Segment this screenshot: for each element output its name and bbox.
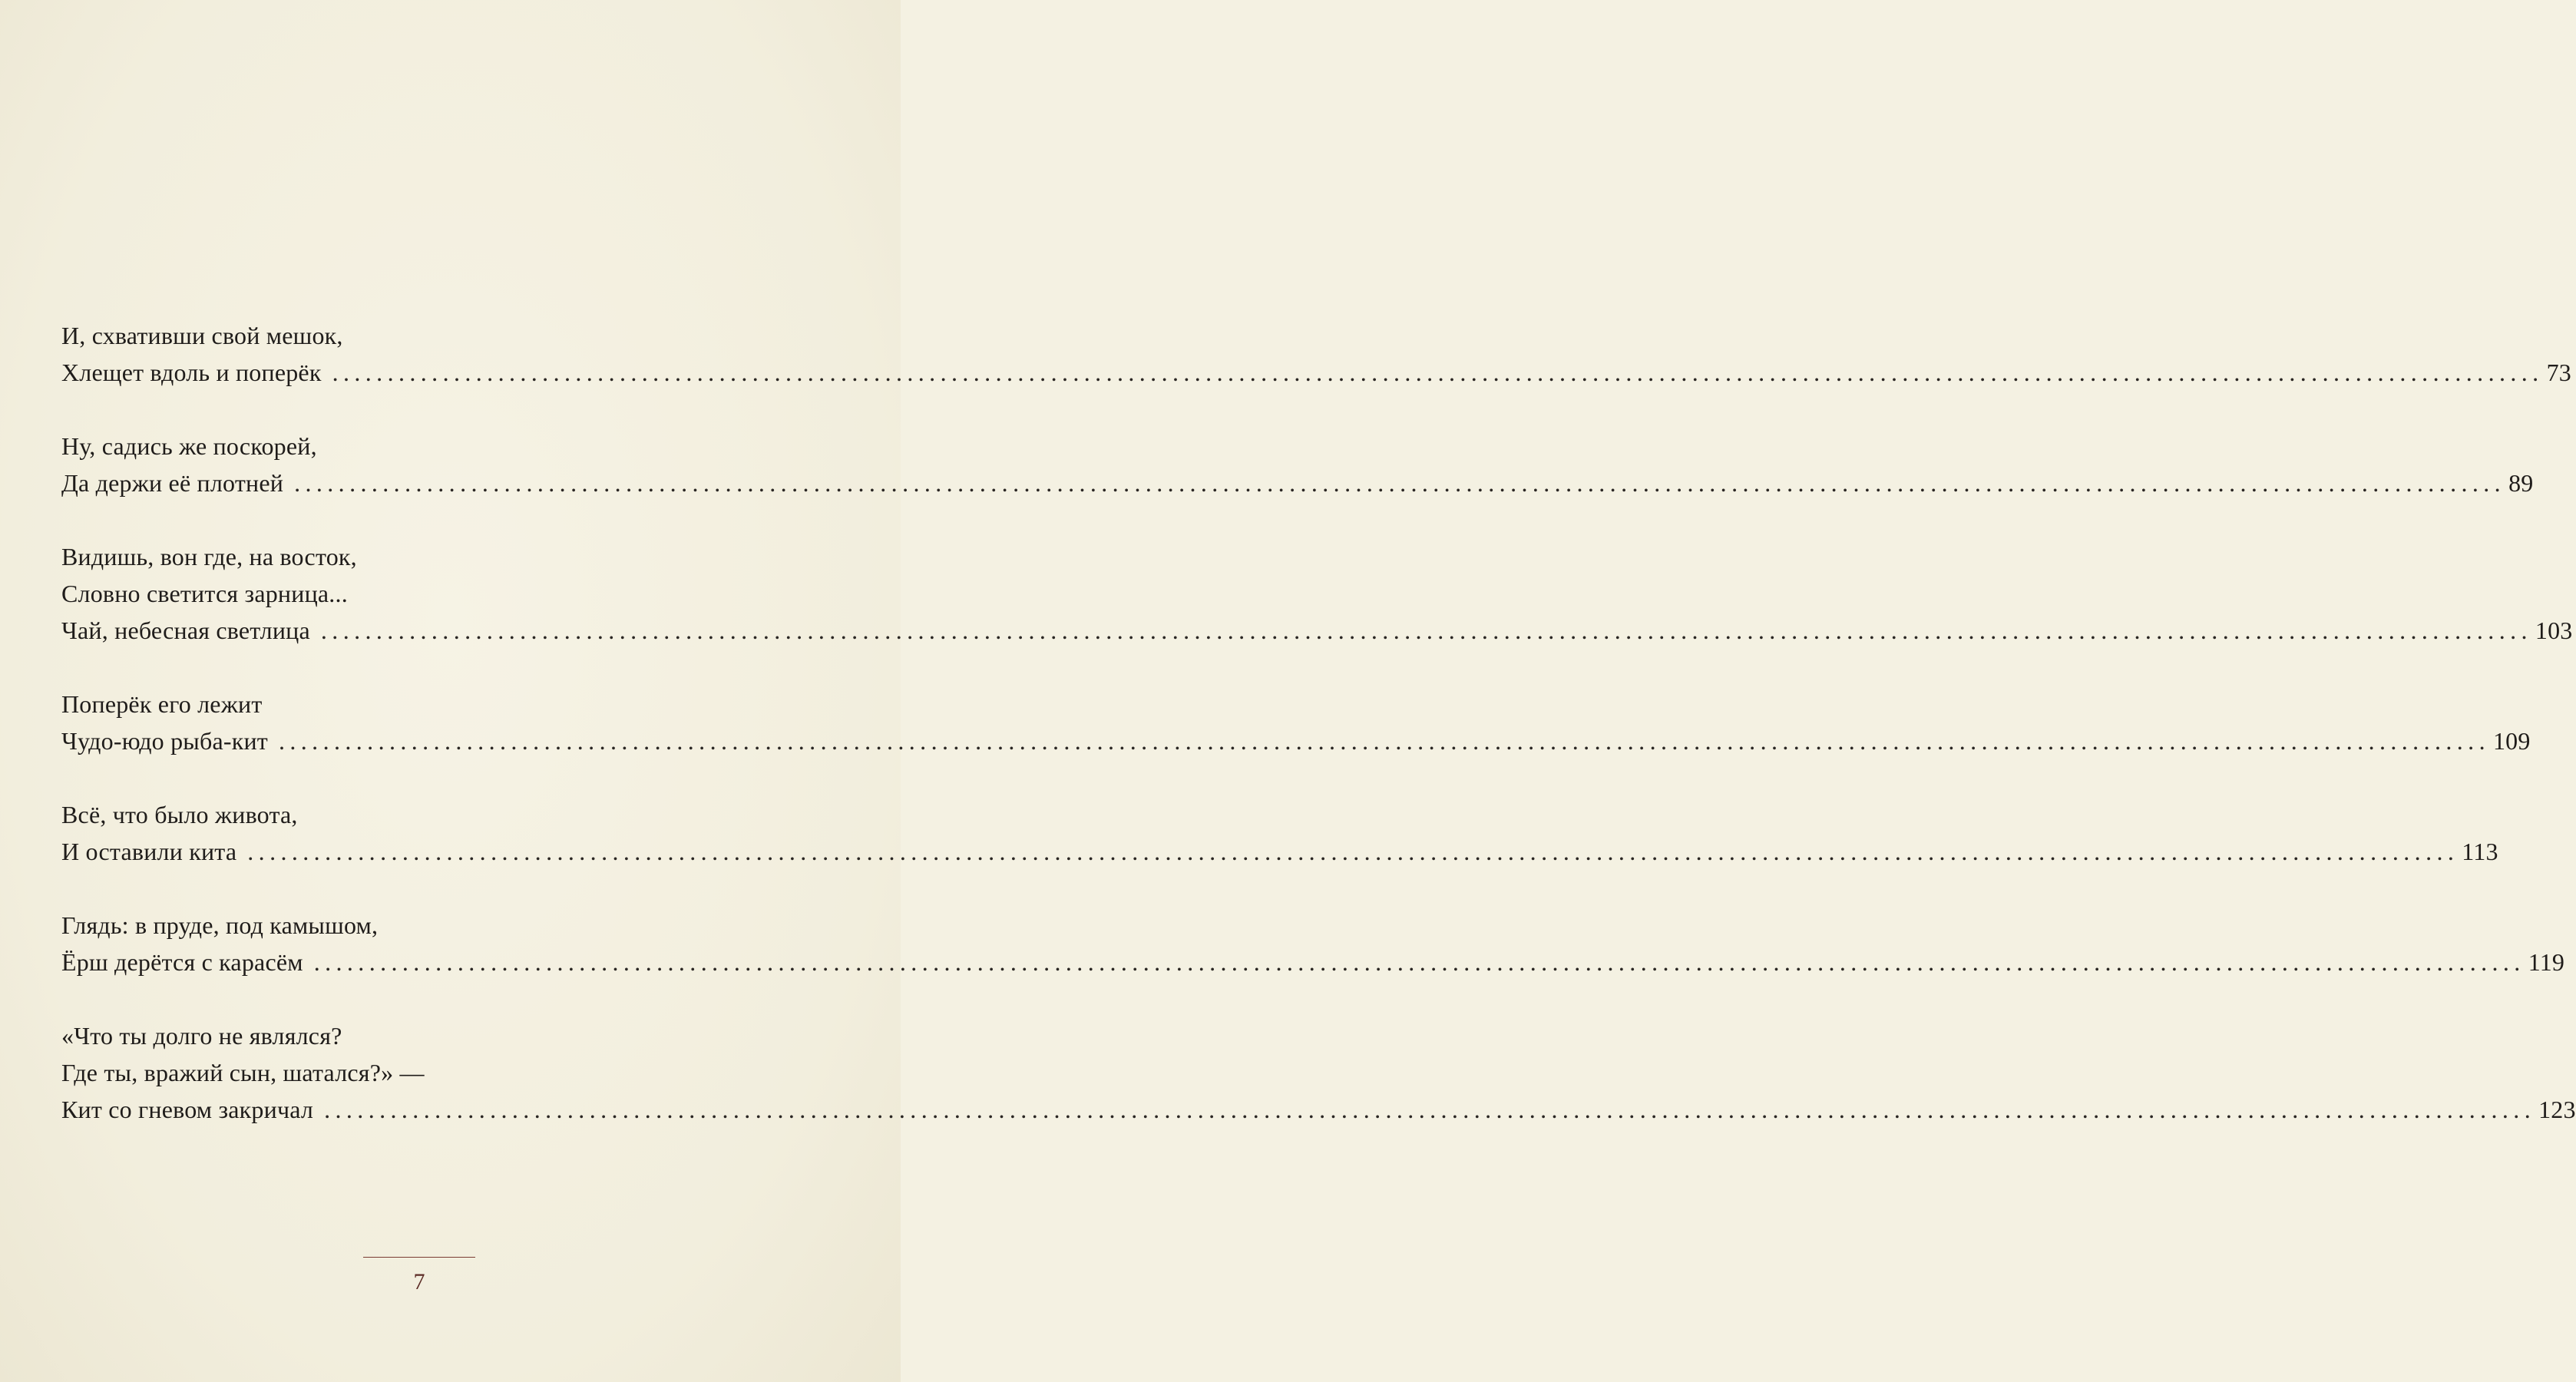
toc-entry-title: Чай, небесная светлица — [61, 617, 310, 644]
page-number: 7 — [413, 1269, 425, 1294]
toc-page-number: 73 — [2546, 359, 2571, 386]
toc-entry-line: И, схвативши свой мешок, — [61, 322, 343, 349]
toc-entry-title: Чудо-юдо рыба-кит — [61, 727, 268, 755]
toc-entry-title: И оставили кита — [61, 838, 237, 865]
toc-entry-line: Ну, садись же поскорей, — [61, 432, 317, 460]
toc-page-number: 103 — [2535, 617, 2573, 644]
dot-leader: ........................................................................................................................................................................................................ — [313, 948, 2525, 976]
toc-entry — [61, 796, 2498, 870]
toc-entry-title: Кит со гневом закричал — [61, 1096, 314, 1123]
toc-entry-title: Да держи её плотней — [61, 469, 284, 497]
toc-entry-last-line[interactable] — [61, 612, 2573, 649]
toc-entry — [61, 428, 2534, 501]
toc-entry-last-line[interactable] — [61, 944, 2565, 980]
dot-leader: ........................................................................................................................................................................................................ — [320, 617, 2532, 644]
toc-page-number: 113 — [2462, 838, 2498, 865]
toc-entry-line: Всё, что было живота, — [61, 801, 298, 828]
toc-entry-title: Ёрш дерётся с карасём — [61, 948, 303, 976]
dot-leader: ........................................................................................................................................................................................................ — [332, 359, 2544, 386]
toc-entry-line: «Что ты долго не являлся? — [61, 1022, 342, 1050]
toc-entry-line: Словно светится зарница... — [61, 580, 348, 607]
table-of-contents — [61, 317, 2576, 1165]
toc-entry-last-line[interactable] — [61, 1091, 2576, 1128]
toc-entry — [61, 907, 2565, 980]
toc-entry-line: Поперёк его лежит — [61, 690, 263, 718]
toc-entry-last-line[interactable] — [61, 722, 2531, 759]
toc-page-number: 89 — [2508, 469, 2534, 497]
toc-entry — [61, 1017, 2576, 1128]
toc-entry-last-line[interactable] — [61, 833, 2498, 870]
toc-entry-title: Хлещет вдоль и поперёк — [61, 359, 322, 386]
toc-entry-last-line[interactable] — [61, 354, 2571, 391]
toc-page-number: 109 — [2492, 727, 2531, 755]
toc-entry — [61, 317, 2571, 391]
toc-entry — [61, 686, 2531, 759]
toc-page-number: 123 — [2538, 1096, 2576, 1123]
toc-entry — [61, 538, 2573, 649]
toc-entry-line: Где ты, вражий сын, шатался?» — — [61, 1059, 425, 1086]
footer-rule — [363, 1257, 475, 1258]
toc-entry-line: Глядь: в пруде, под камышом, — [61, 911, 379, 939]
toc-entry-line: Видишь, вон где, на восток, — [61, 543, 357, 570]
toc-entry-last-line[interactable] — [61, 465, 2534, 501]
dot-leader: ........................................................................................................................................................................................................ — [324, 1096, 2536, 1123]
dot-leader: ........................................................................................................................................................................................................ — [247, 838, 2459, 865]
dot-leader: ........................................................................................................................................................................................................ — [294, 469, 2506, 497]
toc-page-number: 119 — [2528, 948, 2565, 976]
dot-leader: ........................................................................................................................................................................................................ — [278, 727, 2490, 755]
